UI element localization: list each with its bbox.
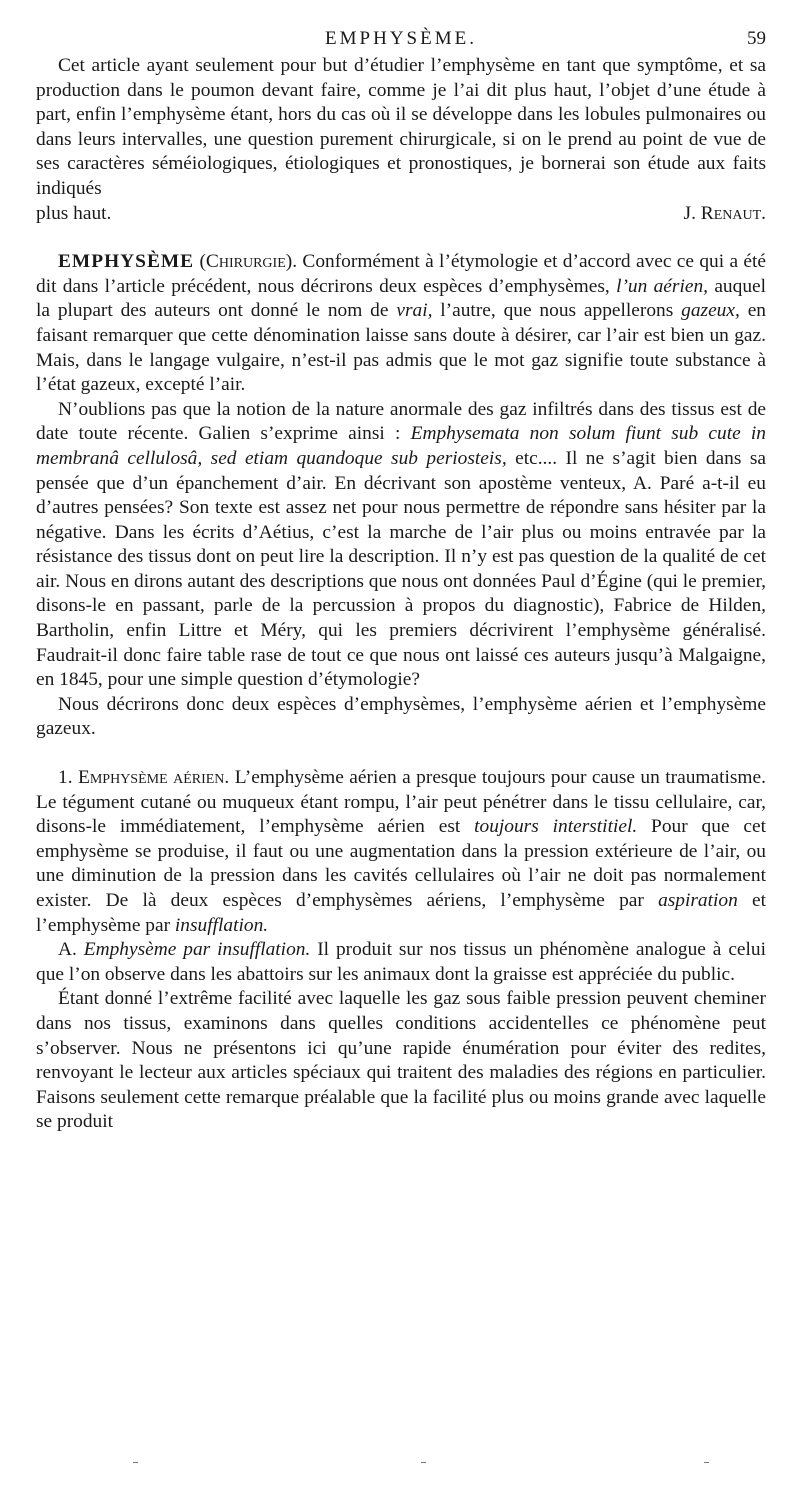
page-number: 59 [747, 28, 766, 49]
article-subheading: (Chirurgie). [199, 251, 298, 273]
italic-term: gazeux, [681, 300, 740, 322]
paragraph-text: l’autre, que nous appellerons [432, 300, 682, 322]
paragraph-text: N’oublions pas que la notion de la nature anormale des gaz infiltrés dans des tissus est de date toute récente. Galien s’exprime ainsi : [36, 398, 766, 445]
page-content [36, 28, 766, 1135]
section-number: 1. [58, 767, 73, 789]
paragraph-text: Conformément à l’étymologie et d’accord avec ce qui a été dit dans l’article précédent, nous décrirons deux espèces d’emphysèmes, [36, 251, 766, 297]
paragraph-symptom-intro [36, 54, 766, 202]
subsection-label: A. [58, 939, 84, 961]
scan-mark [133, 1462, 138, 1463]
author-signature: J. Renaut. [683, 202, 766, 224]
paragraph-aerial-emphysema [36, 766, 766, 938]
section-heading: Emphysème aérien. [78, 767, 230, 789]
paragraph-surgery-intro [36, 250, 766, 398]
article-heading: EMPHYSÈME [58, 251, 195, 273]
paragraph-text: Il produit sur nos tissus un phénomène analogue à celui que l’on observe dans les abattoirs sur les animaux dont la graisse est appréciée du public. [36, 939, 767, 985]
running-title: EMPHYSÈME. [325, 28, 477, 49]
paragraph-text: Cet article ayant seulement pour but d’étudier l’emphysème en tant que symptôme, et sa production dans le poumon devant faire, comme je l’ai dit plus haut, l’objet d’une étude à part, enfin l’emphysème étant, hors du cas où il se développe dans les lobules pulmonaires ou dans leurs intervalles, une question purement chirurgicale, si on le prend au point de vue de ses caractères séméiologiques, étiologiques et pronostiques, je bornerai son étude aux faits indiqués [36, 55, 766, 199]
paragraph-last-line: plus haut. [36, 202, 112, 224]
subsection-heading: Emphysème par insufflation. [83, 939, 311, 961]
paragraph-text: etc.... Il ne s’agit bien dans sa pensée que d’un épanchement d’air. En décrivant son apostème venteux, A. Paré a-t-il eu d’autres pensées? Son texte est assez net pour nous permettre de répondre sans hésiter par la négative. Dans les écrits d’Aétius, c’est la marche de l’air plus ou moins entravée par la résistance des tissus dont on peut lire la description. Il n’y est pas question de la qualité de cet air. Nous en dirons autant des descriptions que nous ont données Paul d’Égine (qui le premier, disons-le en passant, parle de la percussion à propos du diagnostic), Fabrice de Hilden, Bartholin, enfin Littre et Méry, qui les premiers décrivirent l’emphysème généralisé. Faudrait-il donc faire table rase de tout ce que nous ont laissé ces auteurs jusqu’à Malgaigne, en 1845, pour une simple question d’étymologie? [36, 447, 766, 691]
paragraph-text: et l’emphysème par [36, 890, 766, 936]
paragraph-insufflation [36, 938, 766, 987]
paragraph-text: auquel la plupart des auteurs ont donné le nom de [36, 275, 767, 322]
paragraph-two-species [36, 693, 766, 742]
italic-term: l’un aérien, [616, 275, 709, 297]
paragraph-text: en faisant remarquer que cette dénomination laisse sans doute à désirer, car l’air est bien un gaz. Mais, dans le langage vulgaire, n’est-il pas admis que le mot gaz signifie toute substance à l’état gazeux, excepté l’air. [36, 300, 766, 396]
latin-quote: Emphysemata non solum fiunt sub cute in membranâ cellulosâ, sed etiam quandoque sub periosteis, [36, 423, 767, 469]
signature-line [36, 202, 766, 227]
italic-term: vrai, [396, 300, 433, 322]
paragraph-history [36, 398, 766, 693]
page-bottom-marks [0, 1462, 800, 1472]
italic-term: aspiration [658, 890, 738, 911]
paragraph-text: Pour que cet emphysème se produise, il faut ou une augmentation dans la pression extérieure de l’air, ou une diminution de la pression dans les cavités cellulaires où l’air ne doit pas normalement exister. De là deux espèces d’emphysèmes aériens, l’emphysème par [36, 816, 767, 911]
running-header [36, 28, 766, 54]
italic-term: insufflation. [174, 914, 269, 936]
paragraph-conditions [36, 987, 766, 1135]
scan-mark [421, 1462, 426, 1463]
italic-term: toujours interstitiel. [474, 816, 638, 838]
paragraph-text: L’emphysème aérien a presque toujours pour cause un traumatisme. Le tégument cutané ou muqueux étant rompu, l’air peut pénétrer dans le tissu cellulaire, car, disons-le immédiatement, l’emphysème aérien est [36, 767, 766, 838]
paragraph-text: Étant donné l’extrême facilité avec laquelle les gaz sous faible pression peuvent cheminer dans nos tissus, examinons dans quelles conditions accidentelles ce phénomène peut s’observer. Nous ne présentons ici qu’une rapide énumération pour éviter des redites, renvoyant le lecteur aux articles spéciaux qui traitent des maladies des régions en particulier. Faisons seulement cette remarque préalable que la facilité plus ou moins grande avec laquelle se produit [36, 988, 766, 1133]
scan-mark [704, 1462, 709, 1463]
paragraph-text: Nous décrirons donc deux espèces d’emphysèmes, l’emphysème aérien et l’emphysème gazeux. [36, 693, 766, 740]
